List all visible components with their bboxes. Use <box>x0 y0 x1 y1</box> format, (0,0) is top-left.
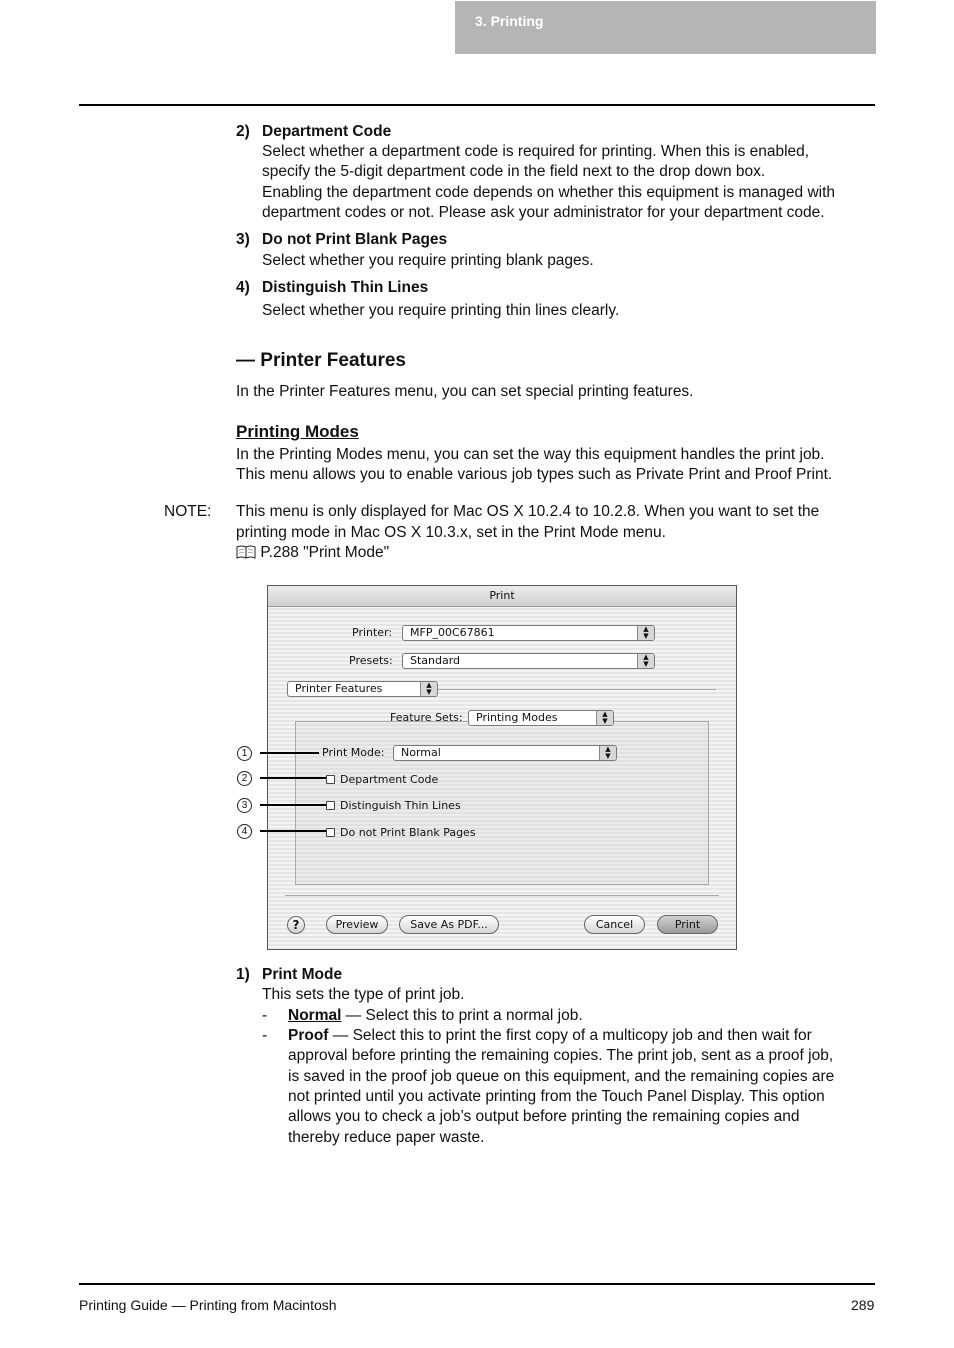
print-dialog <box>267 585 737 950</box>
note-text: printing mode in Mac OS X 10.3.x, set in the Print Mode menu. <box>236 524 666 541</box>
blank-pages-label: Do not Print Blank Pages <box>340 826 476 839</box>
dialog-title: Print <box>268 586 736 607</box>
callout-3: 3 <box>237 798 252 813</box>
presets-popup[interactable] <box>402 653 655 669</box>
feature-sets-popup[interactable] <box>468 710 614 726</box>
option-text: allows you to check a job’s output before printing the remaining copies and <box>288 1108 800 1125</box>
footer-rule <box>79 1283 875 1285</box>
popup-arrows-icon: ▲ ▼ <box>596 711 613 725</box>
presets-label: Presets: <box>349 654 393 667</box>
callout-1: 1 <box>237 746 252 761</box>
pane-popup[interactable] <box>287 681 438 697</box>
thin-lines-checkbox[interactable] <box>326 801 335 810</box>
option-proof <box>288 1026 812 1046</box>
item-text: Select whether a department code is required for printing. When this is enabled, <box>262 143 810 160</box>
note-reference-text: P.288 "Print Mode" <box>260 544 390 561</box>
item-text: Select whether you require printing thin lines clearly. <box>262 302 620 319</box>
item-number: 1) <box>236 966 250 983</box>
subsection-text: This menu allows you to enable various job types such as Private Print and Proof Print. <box>236 466 833 483</box>
option-text: approval before printing the remaining copies. The print job, sent as a proof job, <box>288 1047 834 1064</box>
item-title-thin-lines: Distinguish Thin Lines <box>262 279 429 296</box>
section-intro: In the Printer Features menu, you can set special printing features. <box>236 383 694 400</box>
item-text: This sets the type of print job. <box>262 986 465 1003</box>
print-mode-popup[interactable] <box>393 745 617 761</box>
section-title: — Printer Features <box>236 350 406 371</box>
blank-pages-checkbox[interactable] <box>326 828 335 837</box>
footer-title: Printing Guide — Printing from Macintosh <box>79 1297 337 1313</box>
option-name: Normal <box>288 1007 342 1024</box>
header-rule <box>79 104 875 106</box>
item-title-print-mode: Print Mode <box>262 966 343 983</box>
option-normal <box>288 1006 583 1026</box>
subsection-text: In the Printing Modes menu, you can set the way this equipment handles the print job. <box>236 446 825 463</box>
chapter-tab <box>455 1 876 54</box>
note-reference[interactable] <box>236 543 389 563</box>
pane-value: Printer Features <box>295 682 383 695</box>
chapter-title: 3. Printing <box>475 13 544 29</box>
popup-arrows-icon: ▲ ▼ <box>637 654 654 668</box>
popup-arrows-icon: ▲ ▼ <box>599 746 616 760</box>
thin-lines-label: Distinguish Thin Lines <box>340 799 461 812</box>
note-text: This menu is only displayed for Mac OS X 10.2.4 to 10.2.8. When you want to set the <box>236 503 820 520</box>
item-text: specify the 5-digit department code in the field next to the drop down box. <box>262 163 766 180</box>
printer-label: Printer: <box>352 626 393 639</box>
option-text: not printed until you activate printing from the Touch Panel Display. This option <box>288 1088 825 1105</box>
department-code-checkbox[interactable] <box>326 775 335 784</box>
cancel-button[interactable]: Cancel <box>584 915 645 934</box>
feature-sets-label: Feature Sets: <box>390 711 463 724</box>
callout-leader <box>260 804 326 806</box>
print-button[interactable]: Print <box>657 915 718 934</box>
printer-popup[interactable] <box>402 625 655 641</box>
item-text: Enabling the department code depends on whether this equipment is managed with <box>262 184 836 201</box>
print-mode-label: Print Mode: <box>322 746 385 759</box>
callout-leader <box>260 752 319 754</box>
option-text: is saved in the proof job queue on this equipment, and the remaining copies are <box>288 1068 835 1085</box>
option-text: thereby reduce paper waste. <box>288 1129 485 1146</box>
item-title-department-code: Department Code <box>262 123 392 140</box>
subsection-title: Printing Modes <box>236 422 359 441</box>
option-dash: - <box>262 1007 268 1024</box>
printer-value: MFP_00C67861 <box>410 626 495 639</box>
callout-leader <box>260 830 326 832</box>
print-mode-value: Normal <box>401 746 441 759</box>
item-number: 4) <box>236 279 250 296</box>
item-title-blank-pages: Do not Print Blank Pages <box>262 231 448 248</box>
option-name: Proof <box>288 1027 329 1044</box>
item-text: department codes or not. Please ask your administrator for your department code. <box>262 204 825 221</box>
page-number: 289 <box>851 1297 875 1313</box>
popup-arrows-icon: ▲ ▼ <box>637 626 654 640</box>
department-code-label: Department Code <box>340 773 439 786</box>
item-number: 3) <box>236 231 250 248</box>
item-number: 2) <box>236 123 250 140</box>
presets-value: Standard <box>410 654 461 667</box>
callout-leader <box>260 777 326 779</box>
option-desc: — Select this to print the first copy of a multicopy job and then wait for <box>328 1027 812 1044</box>
help-button[interactable]: ? <box>287 916 305 934</box>
note-label: NOTE: <box>164 503 212 520</box>
popup-arrows-icon: ▲ ▼ <box>420 682 437 696</box>
feature-sets-value: Printing Modes <box>476 711 558 724</box>
item-text: Select whether you require printing blank pages. <box>262 252 594 269</box>
callout-4: 4 <box>237 824 252 839</box>
save-as-pdf-button[interactable]: Save As PDF... <box>399 915 499 934</box>
book-icon <box>236 545 256 559</box>
option-desc: — Select this to print a normal job. <box>341 1007 583 1024</box>
callout-2: 2 <box>237 771 252 786</box>
separator <box>285 895 719 896</box>
option-dash: - <box>262 1027 268 1044</box>
preview-button[interactable]: Preview <box>326 915 388 934</box>
